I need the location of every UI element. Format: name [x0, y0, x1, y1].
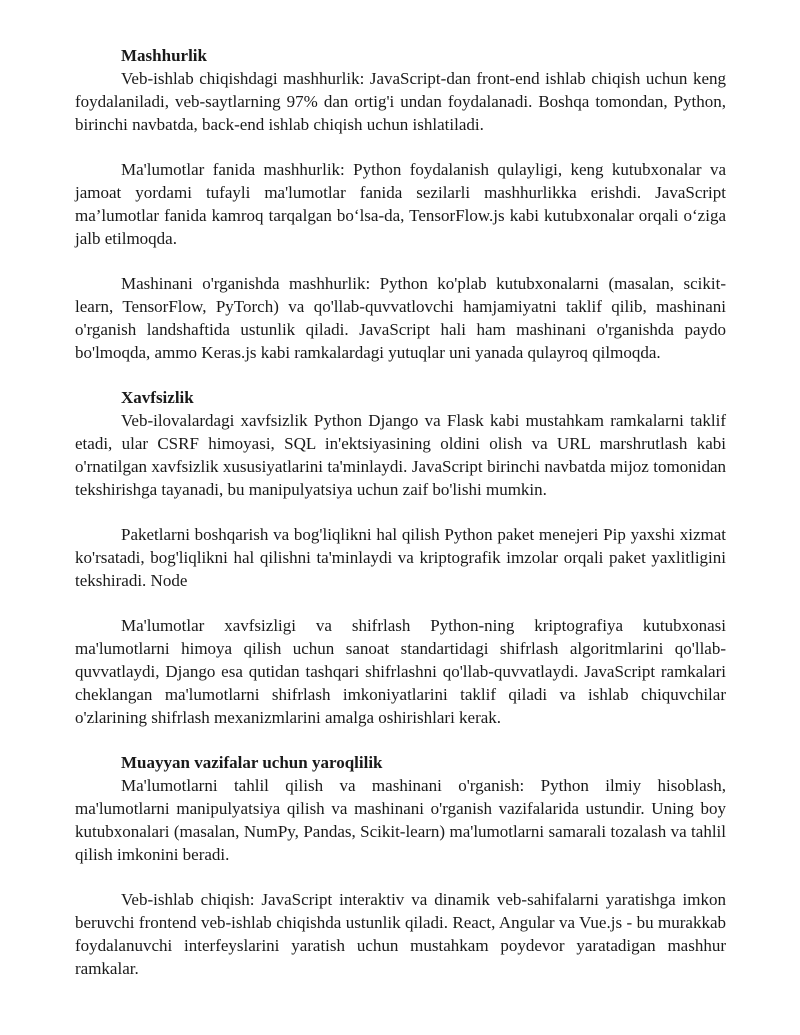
section-xavfsizlik	[75, 386, 726, 729]
paragraph: Ma'lumotlar fanida mashhurlik: Python foydalanish qulayligi, keng kutubxonalar va jamoat yordami tufayli ma'lumotlar fanida sezilarli mashhurlikka erishdi. JavaScript ma’lumotlar fanida kamroq tarqalgan bo‘lsa-da, TensorFlow.js kabi kutubxonalar orqali o‘ziga jalb etilmoqda.	[75, 160, 726, 248]
paragraph: Paketlarni boshqarish va bog'liqlikni hal qilish Python paket menejeri Pip yaxshi xizmat ko'rsatadi, bog'liqlikni hal qilishni ta'minlaydi va kriptografik imzolar orqali paket yaxlitligini tekshiradi. Node	[75, 525, 726, 590]
section-heading: Mashhurlik	[121, 46, 207, 65]
paragraph: Veb-ishlab chiqishdagi mashhurlik: JavaScript-dan front-end ishlab chiqish uchun keng foydalaniladi, veb-saytlarning 97% dan ortig'i undan foydalanadi. Boshqa tomondan, Python, birinchi navbatda, back-end ishlab chiqish uchun ishlatiladi.	[75, 69, 726, 134]
document-page	[75, 44, 726, 1002]
paragraph: Veb-ishlab chiqish: JavaScript interaktiv va dinamik veb-sahifalarni yaratishga imkon beruvchi frontend veb-ishlab chiqishda ustunlik qiladi. React, Angular va Vue.js - bu murakkab foydalanuvchi interfeyslarini yaratish uchun mustahkam poydevor yaratadigan mashhur ramkalar.	[75, 890, 726, 978]
section-heading: Muayyan vazifalar uchun yaroqlilik	[121, 753, 383, 772]
section-yaroqlilik	[75, 751, 726, 980]
paragraph: Mashinani o'rganishda mashhurlik: Python ko'plab kutubxonalarni (masalan, scikit-learn, TensorFlow, PyTorch) va qo'llab-quvvatlovchi hamjamiyatni taklif qilib, mashinani o'rganish landshaftida ustunlik qiladi. JavaScript hali ham mashinani o'rganishda paydo bo'lmoqda, ammo Keras.js kabi ramkalardagi yutuqlar uni yanada qulayroq qilmoqda.	[75, 274, 726, 362]
section-heading: Xavfsizlik	[121, 388, 194, 407]
paragraph: Ma'lumotlarni tahlil qilish va mashinani o'rganish: Python ilmiy hisoblash, ma'lumotlarni manipulyatsiya qilish va mashinani o'rganish vazifalarida ustundir. Uning boy kutubxonalari (masalan, NumPy, Pandas, Scikit-learn) ma'lumotlarni samarali tozalash va tahlil qilish imkonini beradi.	[75, 776, 726, 864]
paragraph: Ma'lumotlar xavfsizligi va shifrlash Python-ning kriptografiya kutubxonasi ma'lumotlarni himoya qilish uchun sanoat standartidagi shifrlash algoritmlarini qo'llab-quvvatlaydi, Django esa qutidan tashqari shifrlashni qo'llab-quvvatlaydi. JavaScript ramkalari cheklangan ma'lumotlarni shifrlash imkoniyatlarini taklif qiladi va ishlab chiquvchilar o'zlarining shifrlash mexanizmlarini amalga oshirishlari kerak.	[75, 616, 726, 727]
paragraph: Veb-ilovalardagi xavfsizlik Python Django va Flask kabi mustahkam ramkalarni taklif etadi, ular CSRF himoyasi, SQL in'ektsiyasining oldini olish va URL marshrutlash kabi o'rnatilgan xavfsizlik xususiyatlarini ta'minlaydi. JavaScript birinchi navbatda mijoz tomonidan tekshirishga tayanadi, bu manipulyatsiya uchun zaif bo'lishi mumkin.	[75, 411, 726, 499]
section-mashhurlik	[75, 44, 726, 364]
